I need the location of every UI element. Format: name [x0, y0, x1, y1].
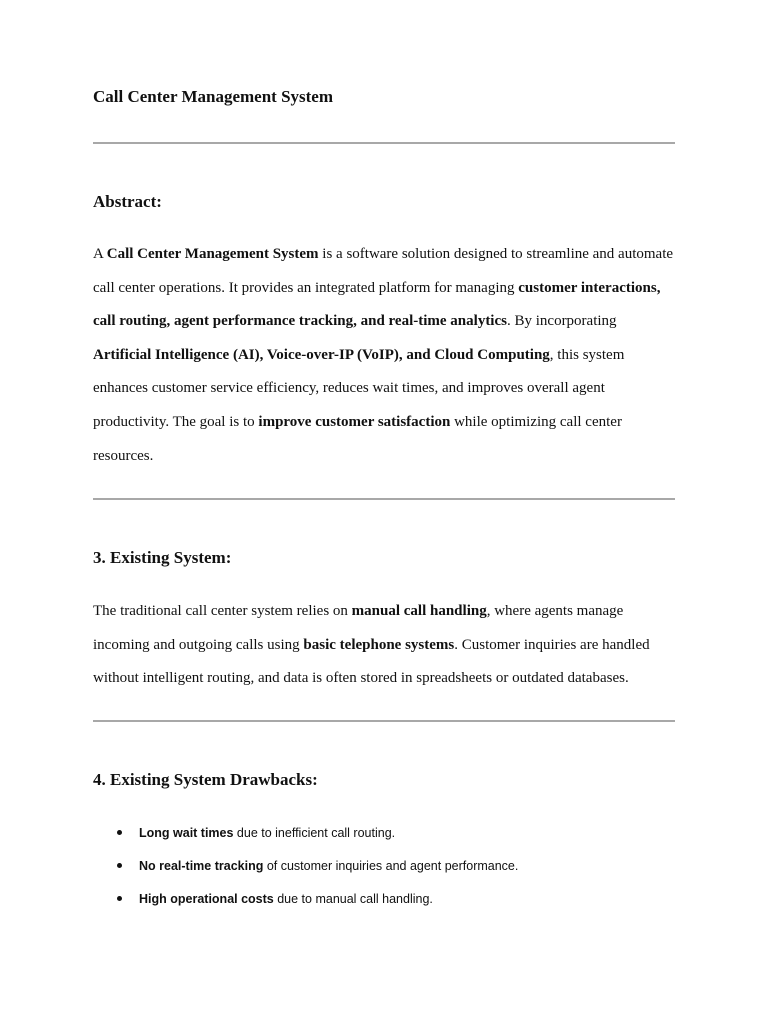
abstract-bold-1: Call Center Management System	[106, 246, 319, 262]
drawbacks-list	[93, 820, 675, 919]
existing-system-heading: 3. Existing System:	[93, 548, 232, 567]
abstract-bold-4: improve customer satisfaction	[258, 413, 451, 430]
abstract-bold-3: Artificial Intelligence (AI), Voice-over-IP (VoIP), and Cloud Computing	[93, 346, 550, 363]
bullet-icon	[117, 830, 122, 835]
abstract-bold-2: customer interactions, call routing, agent performance tracking, and real-time analytics	[93, 279, 661, 330]
drawbacks-heading: 4. Existing System Drawbacks:	[93, 770, 318, 789]
document-title: Call Center Management System	[93, 87, 334, 106]
abstract-heading: Abstract:	[93, 192, 162, 211]
existing-system-paragraph	[93, 595, 675, 696]
existing-bold-2: basic telephone systems	[303, 636, 455, 653]
divider-1	[93, 142, 675, 144]
list-item	[93, 853, 675, 886]
abstract-text-1: A	[93, 246, 107, 262]
bullet-icon	[117, 896, 122, 901]
abstract-text-5: while optimizing call center resources.	[93, 413, 622, 464]
abstract-text-4: , this system enhances customer service efficiency, reduces wait times, and improves overall agent productivity. The goal is to	[93, 346, 625, 430]
existing-text-2: , where agents manage incoming and outgoing calls using	[93, 603, 624, 653]
abstract-text-3: . By incorporating	[506, 313, 617, 330]
drawback-bold: Long wait times	[139, 826, 234, 840]
drawback-text: due to inefficient call routing.	[233, 826, 396, 840]
list-item	[93, 886, 675, 919]
drawback-text: of customer inquiries and agent performance.	[263, 859, 519, 873]
existing-text-3: . Customer inquiries are handled without intelligent routing, and data is often stored in spreadsheets or outdated databases.	[93, 636, 650, 687]
divider-2	[93, 498, 675, 500]
list-item	[93, 820, 675, 853]
drawback-bold: High operational costs	[139, 892, 274, 906]
abstract-paragraph	[93, 238, 675, 473]
abstract-text-2: is a software solution designed to streamline and automate call center operations. It provides an integrated platform for managing	[93, 246, 674, 296]
drawback-text: due to manual call handling.	[273, 892, 433, 906]
bullet-icon	[117, 863, 122, 868]
divider-3	[93, 720, 675, 722]
drawback-bold: No real-time tracking	[139, 859, 264, 873]
existing-text-1: The traditional call center system relies on	[93, 603, 352, 619]
existing-bold-1: manual call handling	[351, 603, 487, 619]
